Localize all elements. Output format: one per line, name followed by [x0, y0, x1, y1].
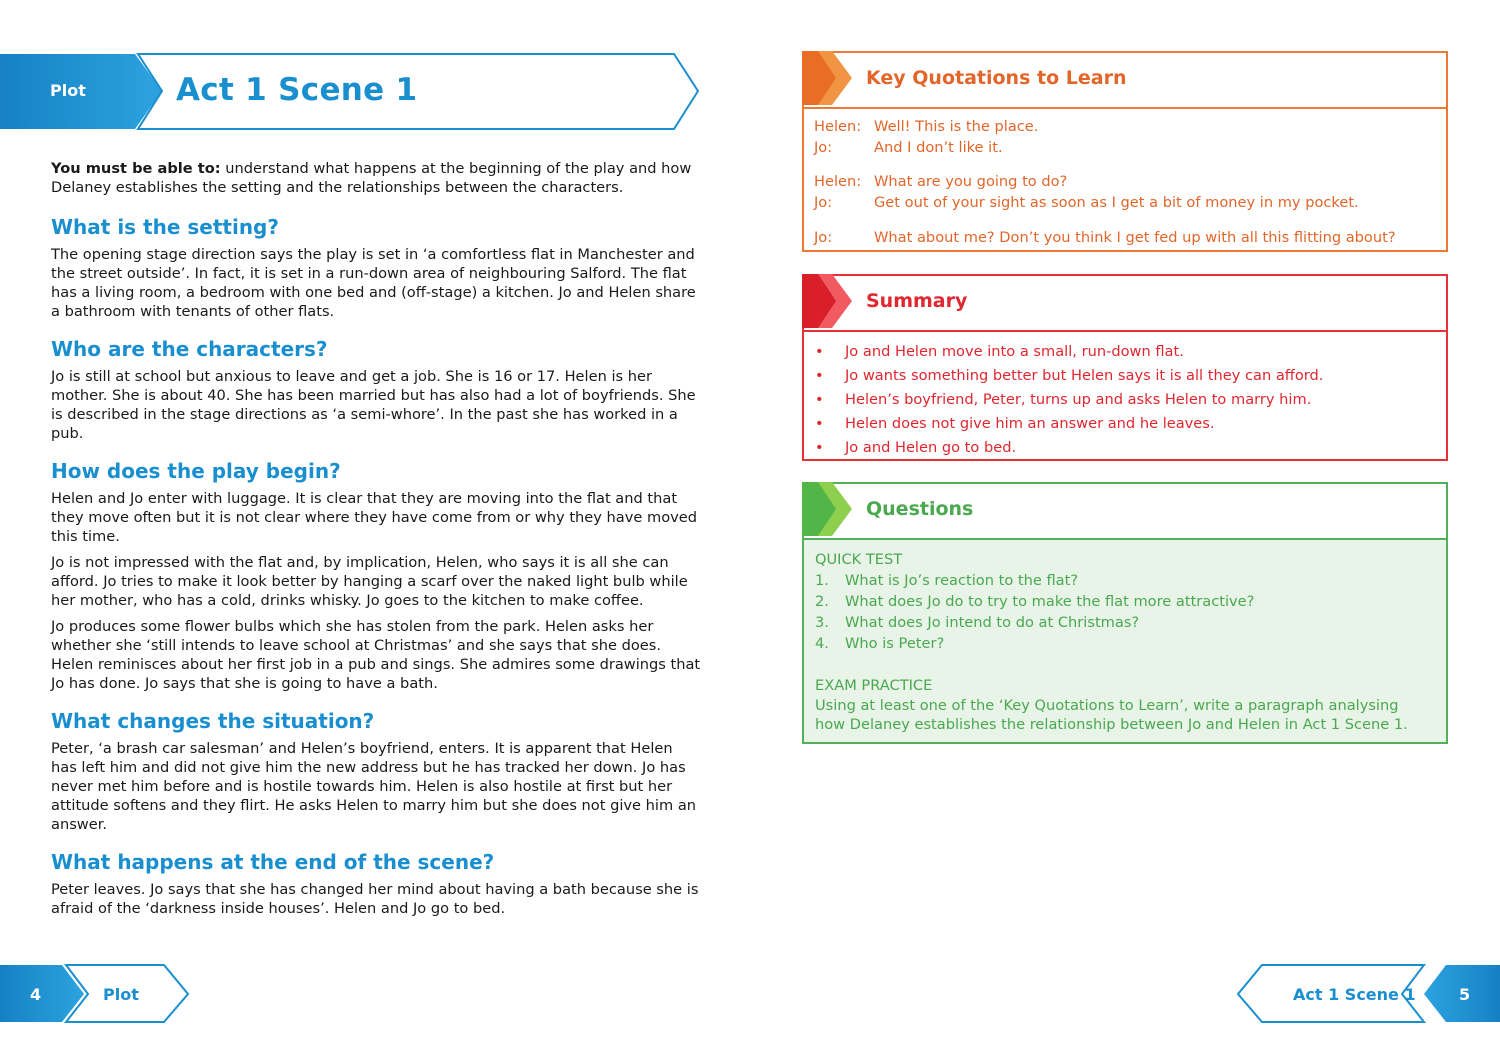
arrow-chevron-icon	[802, 51, 856, 105]
quote-line: Jo: Get out of your sight as soon as I get a bit of money in my pocket.	[814, 194, 1359, 211]
quick-test-label: QUICK TEST	[815, 551, 903, 568]
page-number-left: 4	[30, 985, 42, 1004]
arrow-chevron-icon	[802, 482, 856, 536]
question-item: 2. What does Jo do to try to make the flat more attractive?	[815, 593, 1255, 610]
paragraph: Helen and Jo enter with luggage. It is clear that they are moving into the flat and that they move often but it is not clear where they have come from or why they have moved this time.	[51, 490, 698, 545]
page-number-right: 5	[1459, 985, 1471, 1004]
section-beginning	[51, 459, 701, 693]
summary-box	[802, 274, 1448, 461]
question-item: 3. What does Jo intend to do at Christmas?	[815, 614, 1140, 631]
bullet-icon: •	[815, 367, 824, 384]
key-quotations-header	[804, 53, 1446, 109]
exam-practice-label: EXAM PRACTICE	[815, 677, 933, 694]
bullet-icon: •	[815, 343, 824, 360]
question-item: 1. What is Jo’s reaction to the flat?	[815, 572, 1079, 589]
questions-title: Questions	[866, 498, 974, 520]
summary-header	[804, 276, 1446, 332]
section-heading: Who are the characters?	[51, 337, 328, 361]
paragraph: The opening stage direction says the play is set in ‘a comfortless flat in Manchester and the street outside’. In fact, it is set in a run-down area of neighbouring Salford. The flat has a living room, a bedroom with one bed and (off-stage) a kitchen. Jo and Helen share a bathroom with tenants of other flats.	[51, 246, 696, 320]
quote-line: Helen: What are you going to do?	[814, 173, 1068, 190]
bullet-icon: •	[815, 391, 824, 408]
key-quotations-title: Key Quotations to Learn	[866, 67, 1127, 89]
questions-header	[804, 484, 1446, 540]
section-heading: What is the setting?	[51, 215, 279, 239]
footer-right-label: Act 1 Scene 1	[1293, 985, 1416, 1004]
paragraph: Peter leaves. Jo says that she has changed her mind about having a bath because she is afraid of the ‘darkness inside houses’. Helen and Jo go to bed.	[51, 881, 699, 917]
bullet-icon: •	[815, 439, 824, 456]
section-characters	[51, 337, 701, 443]
summary-list	[804, 332, 1446, 460]
section-heading: What changes the situation?	[51, 709, 375, 733]
list-item: • Helen does not give him an answer and he leaves.	[814, 412, 1446, 436]
footer-left-label: Plot	[103, 985, 139, 1004]
section-changes	[51, 709, 701, 834]
key-quotations-box	[802, 51, 1448, 252]
list-item: • Jo and Helen go to bed.	[814, 436, 1446, 460]
section-setting	[51, 215, 701, 321]
paragraph: Jo is still at school but anxious to leave and get a job. She is 16 or 17. Helen is her mother. She is about 40. She has been married but has also had a lot of boyfriends. She is described in the stage directions as ‘a semi-whore’. In the past she has worked in a pub.	[51, 368, 696, 442]
paragraph: Jo is not impressed with the flat and, by implication, Helen, who says it is all she can afford. Jo tries to make it look better by hanging a scarf over the naked light bulb while her mother, who has a cold, drinks whisky. Jo goes to the kitchen to make coffee.	[51, 554, 688, 609]
list-item: • Jo wants something better but Helen says it is all they can afford.	[814, 364, 1446, 388]
learning-objective: You must be able to: understand what happens at the beginning of the play and how Delaney establishes the setting and the relationships between the characters.	[51, 160, 692, 196]
questions-body	[804, 540, 1446, 734]
quote-line: Jo: And I don’t like it.	[814, 139, 1003, 156]
section-label: Plot	[50, 81, 86, 100]
list-item: • Helen’s boyfriend, Peter, turns up and asks Helen to marry him.	[814, 388, 1446, 412]
bullet-icon: •	[815, 415, 824, 432]
section-heading: What happens at the end of the scene?	[51, 850, 495, 874]
main-text-column	[51, 159, 701, 934]
paragraph: Jo produces some flower bulbs which she has stolen from the park. Helen asks her whether she ‘still intends to leave school at Christmas’ and she says that she does. Helen reminisces about her first job in a pub and sings. She admires some drawings that Jo has done. Jo says that she is going to have a bath.	[51, 618, 701, 692]
footer-left-tab	[0, 963, 192, 1025]
page-title: Act 1 Scene 1	[176, 72, 418, 108]
question-item: 4. Who is Peter?	[815, 635, 945, 652]
list-item: • Jo and Helen move into a small, run-down flat.	[814, 340, 1446, 364]
quote-line: Helen: Well! This is the place.	[814, 118, 1039, 135]
section-ending	[51, 850, 701, 918]
arrow-chevron-icon	[802, 274, 856, 328]
paragraph: Peter, ‘a brash car salesman’ and Helen’s boyfriend, enters. It is apparent that Helen has left him and did not give him the new address but he has tracked her down. Jo has never met him before and is hostile towards him. Helen is also hostile at first but her attitude softens and they flirt. He asks Helen to marry him but she does not give him an answer.	[51, 740, 697, 833]
summary-title: Summary	[866, 290, 968, 312]
quote-line: Jo: What about me? Don’t you think I get fed up with all this flitting about?	[814, 229, 1396, 246]
exam-practice-text: Using at least one of the ‘Key Quotations to Learn’, write a paragraph analysing how Delaney establishes the relationship between Jo and Helen in Act 1 Scene 1.	[815, 697, 1408, 733]
questions-box	[802, 482, 1448, 744]
section-heading: How does the play begin?	[51, 459, 341, 483]
